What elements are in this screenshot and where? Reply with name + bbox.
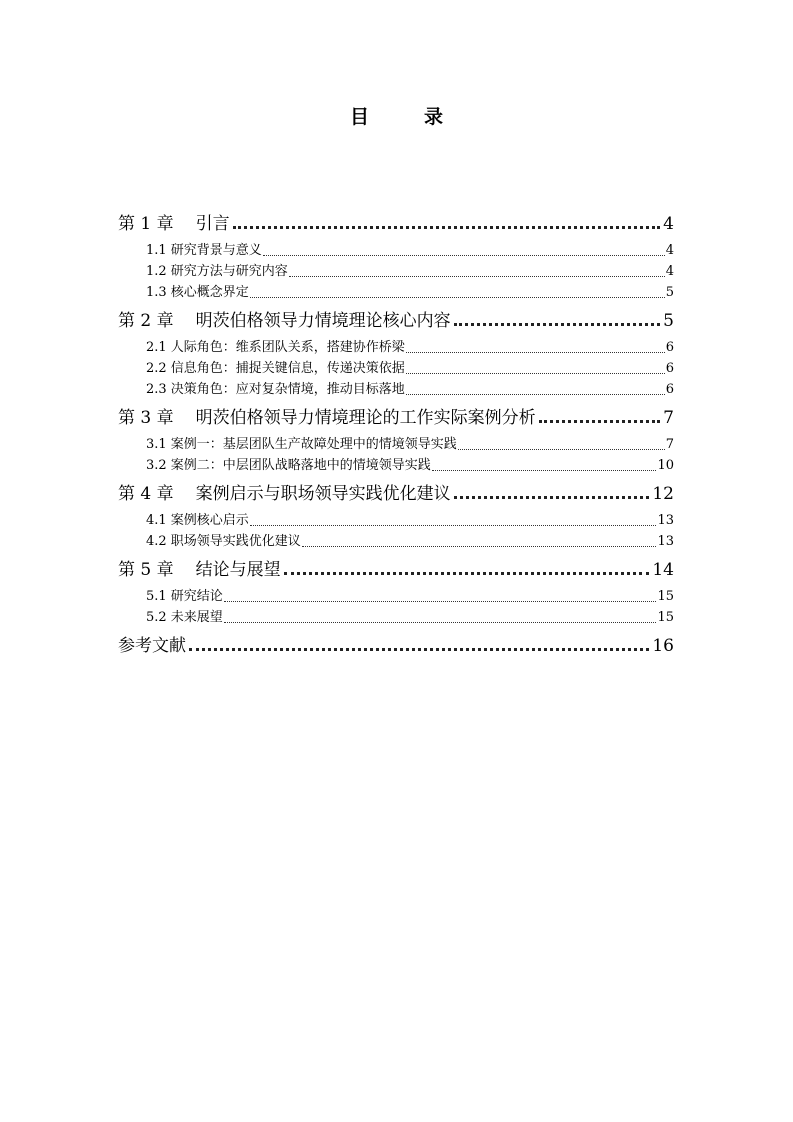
section-title: 1.2 研究方法与研究内容 — [146, 264, 288, 279]
toc-section-4-1[interactable] — [146, 510, 674, 531]
section-page-number: 6 — [665, 382, 674, 397]
section-page-number: 13 — [657, 513, 674, 528]
toc-section-2-3[interactable] — [146, 379, 674, 400]
section-title: 2.1 人际角色：维系团队关系，搭建协作桥梁 — [146, 340, 405, 355]
chapter-number: 第 1 章 — [118, 214, 174, 234]
section-title: 1.1 研究背景与意义 — [146, 243, 262, 258]
chapter-title: 明茨伯格领导力情境理论的工作实际案例分析 — [195, 408, 536, 428]
chapter-title: 案例启示与职场领导实践优化建议 — [195, 484, 451, 504]
dot-leader — [406, 394, 665, 395]
section-page-number: 4 — [665, 264, 674, 279]
dot-leader — [284, 572, 650, 575]
chapter-label — [118, 211, 230, 237]
toc-chapter-1[interactable] — [118, 211, 674, 237]
section-title: 2.3 决策角色：应对复杂情境，推动目标落地 — [146, 382, 405, 397]
toc-section-3-2[interactable] — [146, 455, 674, 476]
section-title: 5.2 未来展望 — [146, 610, 223, 625]
chapter-number: 第 2 章 — [118, 311, 174, 331]
section-page-number: 6 — [665, 361, 674, 376]
references-title: 参考文献 — [118, 636, 186, 656]
toc-section-3-1[interactable] — [146, 434, 674, 455]
chapter-title: 明茨伯格领导力情境理论核心内容 — [195, 311, 451, 331]
dot-leader — [233, 226, 661, 229]
toc-section-1-2[interactable] — [146, 261, 674, 282]
toc-section-5-2[interactable] — [146, 607, 674, 628]
chapter-page-number: 14 — [652, 560, 674, 580]
dot-leader — [224, 622, 657, 623]
dot-leader — [432, 470, 657, 471]
section-title: 4.1 案例核心启示 — [146, 513, 249, 528]
dot-leader — [406, 373, 665, 374]
section-title: 2.2 信息角色：捕捉关键信息，传递决策依据 — [146, 361, 405, 376]
chapter-number: 第 3 章 — [118, 408, 174, 428]
section-page-number: 10 — [657, 458, 674, 473]
chapter-title: 结论与展望 — [195, 560, 281, 580]
dot-leader — [539, 420, 661, 423]
section-title: 3.1 案例一：基层团队生产故障处理中的情境领导实践 — [146, 437, 457, 452]
dot-leader — [458, 449, 665, 450]
section-list — [118, 240, 674, 303]
references-page-number: 16 — [652, 636, 674, 656]
section-page-number: 7 — [665, 437, 674, 452]
dot-leader — [250, 297, 665, 298]
section-title: 5.1 研究结论 — [146, 589, 223, 604]
dot-leader — [302, 546, 657, 547]
section-title: 3.2 案例二：中层团队战略落地中的情境领导实践 — [146, 458, 431, 473]
chapter-title: 引言 — [195, 214, 230, 234]
section-list — [118, 434, 674, 476]
chapter-label — [118, 481, 451, 507]
section-page-number: 15 — [657, 610, 674, 625]
dot-leader — [406, 352, 665, 353]
toc-title: 目 录 — [349, 106, 461, 128]
toc-chapter-5[interactable] — [118, 557, 674, 583]
toc-section-4-2[interactable] — [146, 531, 674, 552]
table-of-contents — [118, 211, 674, 662]
chapter-page-number: 12 — [652, 484, 674, 504]
section-title: 4.2 职场领导实践优化建议 — [146, 534, 301, 549]
chapter-label — [118, 405, 536, 431]
toc-references[interactable] — [118, 633, 674, 659]
dot-leader — [454, 323, 661, 326]
dot-leader — [224, 601, 657, 602]
section-title: 1.3 核心概念界定 — [146, 285, 249, 300]
section-page-number: 4 — [665, 243, 674, 258]
toc-section-1-3[interactable] — [146, 282, 674, 303]
toc-chapter-4[interactable] — [118, 481, 674, 507]
toc-section-2-1[interactable] — [146, 337, 674, 358]
section-page-number: 6 — [665, 340, 674, 355]
chapter-page-number: 4 — [663, 214, 674, 234]
section-page-number: 15 — [657, 589, 674, 604]
chapter-label — [118, 557, 281, 583]
dot-leader — [289, 276, 665, 277]
dot-leader — [189, 648, 649, 651]
toc-chapter-2[interactable] — [118, 308, 674, 334]
chapter-page-number: 7 — [663, 408, 674, 428]
chapter-label — [118, 308, 451, 334]
dot-leader — [250, 525, 657, 526]
chapter-page-number: 5 — [663, 311, 674, 331]
toc-section-2-2[interactable] — [146, 358, 674, 379]
section-page-number: 13 — [657, 534, 674, 549]
section-list — [118, 510, 674, 552]
section-page-number: 5 — [665, 285, 674, 300]
section-list — [118, 337, 674, 400]
toc-section-5-1[interactable] — [146, 586, 674, 607]
chapter-number: 第 5 章 — [118, 560, 174, 580]
chapter-number: 第 4 章 — [118, 484, 174, 504]
toc-chapter-3[interactable] — [118, 405, 674, 431]
section-list — [118, 586, 674, 628]
dot-leader — [454, 496, 650, 499]
toc-section-1-1[interactable] — [146, 240, 674, 261]
dot-leader — [263, 255, 665, 256]
